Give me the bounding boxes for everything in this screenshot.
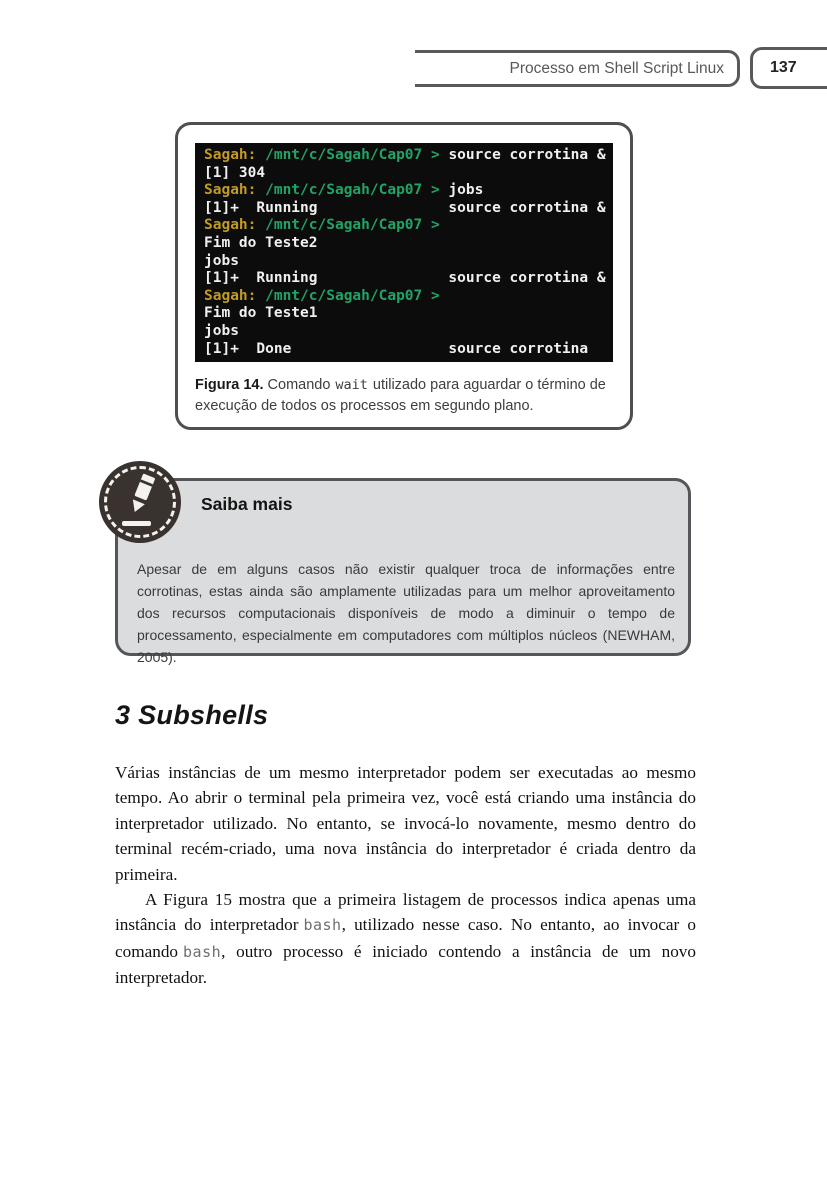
terminal-output <box>195 143 613 362</box>
callout-body-text: Apesar de em alguns casos não existir qualquer troca de informações entre corrotinas, estas ainda são amplamente utilizadas para um melhor aproveitamento dos recursos computacionais disponíveis de modo a diminuir o tempo de processamento, especialmente em computadores com múltiplos núcleos (NEWHAM, 2005). <box>137 561 675 665</box>
figure-caption-text: Comando <box>267 377 331 393</box>
figure-14-box <box>175 122 633 430</box>
terminal-line: [1] 304 <box>204 164 266 181</box>
paragraph-2-text-3: , outro processo é iniciado contendo a instância de um novo interpretador. <box>115 941 696 988</box>
terminal-line: Fim do Teste1 <box>204 305 318 322</box>
terminal-line: jobs <box>204 322 239 339</box>
inline-code-bash-1: bash <box>303 916 342 935</box>
terminal-line: jobs <box>204 252 239 269</box>
chapter-title: Processo em Shell Script Linux <box>509 59 724 77</box>
figure-caption-text-2: utilizado para aguardar o término de execução de todos os processos em segundo plano. <box>195 377 606 414</box>
paragraph-2-text-2: , utilizado nesse caso. No entanto, ao invocar o comando <box>115 915 696 961</box>
terminal-line: [1]+ Done source corrotina <box>204 340 589 357</box>
terminal-line: Sagah: /mnt/c/Sagah/Cap07 > <box>204 217 440 234</box>
running-header <box>415 50 740 87</box>
terminal-line: Sagah: /mnt/c/Sagah/Cap07 > jobs <box>204 182 484 199</box>
inline-code-bash-2: bash <box>183 942 222 961</box>
terminal-line: [1]+ Running source corrotina & <box>204 199 606 216</box>
figure-caption <box>195 375 617 416</box>
terminal-line: Sagah: /mnt/c/Sagah/Cap07 > source corrotina & <box>204 147 606 163</box>
page-number: 137 <box>770 59 797 76</box>
paragraph-2 <box>115 887 696 991</box>
figure-caption-label: Figura 14. <box>195 377 264 393</box>
pencil-glyph <box>99 461 181 543</box>
terminal-line: Fim do Teste2 <box>204 234 318 251</box>
page-number-box <box>750 47 827 89</box>
callout-title: Saiba mais <box>201 494 293 514</box>
pencil-icon <box>99 461 181 543</box>
paragraph-2-text: A Figura 15 mostra que a primeira listagem de processos indica apenas uma instância do interpretador <box>115 890 696 935</box>
body-text <box>115 760 696 991</box>
paragraph-1: Várias instâncias de um mesmo interpretador podem ser executadas ao mesmo tempo. Ao abrir o terminal pela primeira vez, você está criando uma instância do interpretador utilizado. No entanto, se invocá-lo novamente, mesmo dentro do terminal recém-criado, uma nova instância do interpretador é criada dentro da primeira. <box>115 763 696 884</box>
terminal-line: Sagah: /mnt/c/Sagah/Cap07 > <box>204 287 440 304</box>
section-heading: 3 Subshells <box>115 700 269 730</box>
figure-caption-code: wait <box>335 377 368 393</box>
terminal-line: [1]+ Running source corrotina & <box>204 270 606 287</box>
saiba-mais-callout <box>115 478 691 665</box>
